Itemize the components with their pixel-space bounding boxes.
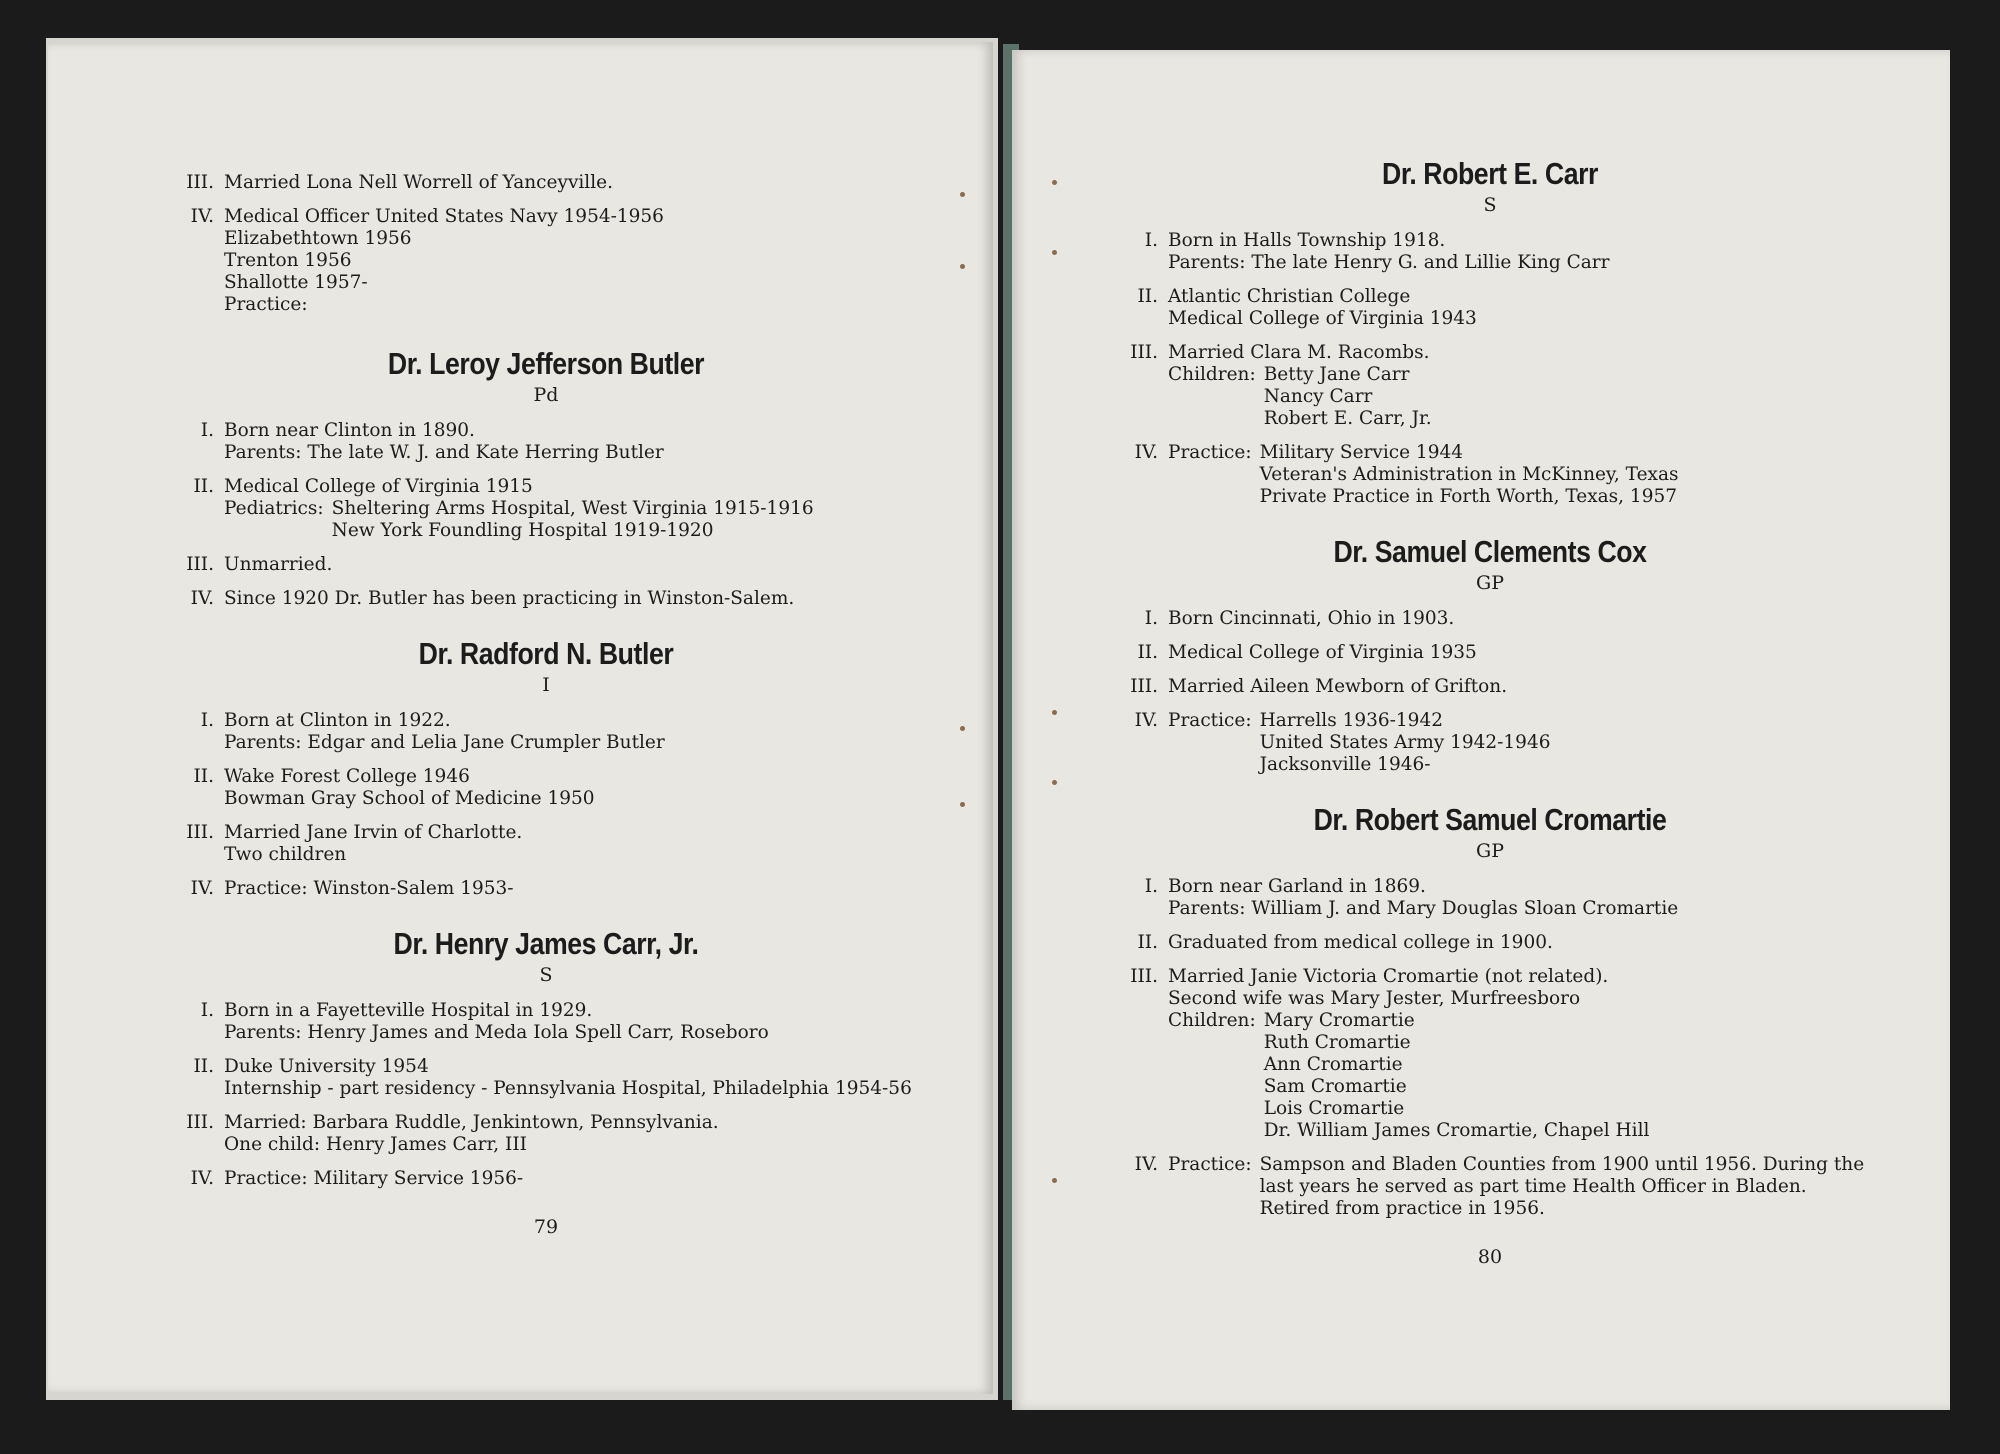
item-label: Children: — [1168, 364, 1256, 385]
binding-hole — [1052, 180, 1057, 185]
item-label: Practice: — [1168, 710, 1252, 731]
item-line: Duke University 1954 — [224, 1056, 429, 1077]
item-subline: Private Practice in Forth Worth, Texas, 1957 — [1259, 486, 1678, 507]
item-line: Born in a Fayetteville Hospital in 1929. — [224, 1000, 593, 1021]
item-numeral: IV. — [190, 1168, 214, 1189]
binding-hole — [1052, 780, 1057, 785]
item-numeral: I. — [200, 1000, 214, 1021]
item-text — [224, 588, 926, 610]
item-text — [224, 1056, 926, 1100]
item-line: Married Lona Nell Worrell of Yanceyville. — [224, 172, 613, 193]
item-numeral: I. — [1144, 876, 1158, 897]
entry-item — [1110, 286, 1870, 330]
item-subline: Robert E. Carr, Jr. — [1263, 408, 1432, 429]
doctor-entry — [1110, 534, 1870, 776]
doctor-entry — [166, 926, 926, 1190]
item-line: Parents: Henry James and Meda Iola Spell Carr, Roseboro — [224, 1022, 769, 1043]
item-wrapped-line: Internship - part residency - Pennsylvania Hospital, Philadelphia 1954-56 — [224, 1078, 912, 1099]
item-numeral: IV. — [190, 588, 214, 609]
doctor-name: Dr. Robert Samuel Cromartie — [1313, 802, 1667, 837]
left-column — [166, 172, 926, 1238]
item-subline: Sheltering Arms Hospital, West Virginia 1915-1916 — [331, 498, 814, 519]
item-text — [1168, 932, 1870, 954]
entry-item — [1110, 676, 1870, 698]
item-numeral: II. — [1137, 932, 1158, 953]
entry-item — [166, 1168, 926, 1190]
item-line: Shallotte 1957- — [224, 272, 368, 293]
item-line: Parents: Edgar and Lelia Jane Crumpler Butler — [224, 732, 665, 753]
item-numeral: III. — [1130, 342, 1158, 363]
item-line: Practice: Winston-Salem 1953- — [224, 878, 514, 899]
item-subline: Jacksonville 1946- — [1259, 754, 1431, 775]
labeled-block — [1168, 710, 1870, 776]
entry-item — [1110, 608, 1870, 630]
item-numeral: III. — [186, 172, 214, 193]
item-text — [224, 1000, 926, 1044]
item-line: Married Clara M. Racombs. — [1168, 342, 1430, 363]
binding-hole — [1052, 710, 1057, 715]
item-line: Graduated from medical college in 1900. — [1168, 932, 1553, 953]
item-line: Since 1920 Dr. Butler has been practicing in Winston-Salem. — [224, 588, 795, 609]
item-wrapped-line: Sampson and Bladen Counties from 1900 until 1956. During the last years he served as part time Health Officer in Bladen. — [1259, 1154, 1865, 1197]
item-line: Born near Clinton in 1890. — [224, 420, 475, 441]
item-numeral: II. — [193, 766, 214, 787]
item-label: Practice: — [1168, 1154, 1252, 1175]
binding-hole — [960, 264, 965, 269]
labeled-block — [224, 294, 926, 316]
item-text — [224, 878, 926, 900]
labeled-block — [1168, 1010, 1870, 1142]
labeled-block — [224, 498, 926, 542]
item-subline: Ruth Cromartie — [1263, 1032, 1411, 1053]
doctor-entry — [166, 636, 926, 900]
item-text — [1168, 230, 1870, 274]
item-line: Wake Forest College 1946 — [224, 766, 470, 787]
entry-item — [166, 206, 926, 316]
item-numeral: I. — [200, 710, 214, 731]
item-subline: Harrells 1936-1942 — [1259, 710, 1443, 731]
item-subline: Retired from practice in 1956. — [1259, 1198, 1545, 1219]
entry-item — [1110, 1154, 1870, 1220]
doctor-name: Dr. Radford N. Butler — [418, 636, 674, 671]
entry-item — [166, 1000, 926, 1044]
item-line: Parents: William J. and Mary Douglas Sloan Cromartie — [1168, 898, 1679, 919]
item-line: Married: Barbara Ruddle, Jenkintown, Pennsylvania. — [224, 1112, 719, 1133]
item-numeral: III. — [186, 1112, 214, 1133]
labeled-values — [1260, 1154, 1870, 1220]
item-text — [1168, 710, 1870, 776]
doctor-entry — [1110, 156, 1870, 508]
item-text — [224, 1168, 926, 1190]
item-text — [1168, 608, 1870, 630]
specialty: I — [542, 674, 550, 696]
labeled-block — [1168, 442, 1870, 508]
specialty: S — [539, 964, 553, 986]
entry-item — [166, 476, 926, 542]
labeled-values — [1264, 364, 1432, 430]
item-line: Medical College of Virginia 1935 — [1168, 642, 1477, 663]
item-text — [1168, 642, 1870, 664]
entry-item — [166, 588, 926, 610]
right-page — [1012, 50, 1950, 1410]
item-text — [224, 206, 926, 316]
doctor-entry — [1110, 802, 1870, 1220]
item-text — [1168, 1154, 1870, 1220]
item-line: Born in Halls Township 1918. — [1168, 230, 1446, 251]
item-numeral: II. — [1137, 642, 1158, 663]
binding-hole — [1052, 1178, 1057, 1183]
item-line: Second wife was Mary Jester, Murfreesboro — [1168, 988, 1581, 1009]
page-number: 80 — [1477, 1246, 1503, 1268]
doctor-name: Dr. Samuel Clements Cox — [1333, 534, 1647, 569]
item-numeral: II. — [193, 1056, 214, 1077]
entry-item — [166, 710, 926, 754]
item-line: Unmarried. — [224, 554, 333, 575]
labeled-values — [332, 498, 814, 542]
item-line: Parents: The late W. J. and Kate Herring Butler — [224, 442, 664, 463]
item-line: Medical Officer United States Navy 1954-1956 — [224, 206, 664, 227]
item-text — [224, 822, 926, 866]
entry-item — [1110, 876, 1870, 920]
item-numeral: IV. — [1134, 442, 1158, 463]
item-subline: Mary Cromartie — [1263, 1010, 1415, 1031]
item-numeral: II. — [1137, 286, 1158, 307]
item-text — [224, 1112, 926, 1156]
item-text — [1168, 442, 1870, 508]
item-numeral: IV. — [190, 206, 214, 227]
item-line: One child: Henry James Carr, III — [224, 1134, 527, 1155]
item-line: Practice: Military Service 1956- — [224, 1168, 524, 1189]
labeled-values — [1260, 442, 1679, 508]
item-numeral: I. — [200, 420, 214, 441]
item-subline: Nancy Carr — [1263, 386, 1373, 407]
entry-item — [1110, 342, 1870, 430]
entry-item — [166, 554, 926, 576]
specialty: Pd — [533, 384, 559, 406]
item-text — [224, 766, 926, 810]
item-line: Elizabethtown 1956 — [224, 228, 412, 249]
labeled-block — [1168, 1154, 1870, 1220]
item-label: Practice: — [224, 294, 308, 315]
entry-item — [1110, 966, 1870, 1142]
item-subline: Sam Cromartie — [1263, 1076, 1407, 1097]
entry-item — [1110, 642, 1870, 664]
entry-item — [166, 420, 926, 464]
item-line: Bowman Gray School of Medicine 1950 — [224, 788, 595, 809]
item-numeral: III. — [186, 554, 214, 575]
item-text — [224, 172, 926, 194]
item-numeral: III. — [1130, 966, 1158, 987]
item-subline: United States Army 1942-1946 — [1259, 732, 1551, 753]
entry-item — [166, 766, 926, 810]
item-numeral: III. — [186, 822, 214, 843]
item-numeral: I. — [1144, 608, 1158, 629]
specialty: GP — [1476, 572, 1504, 594]
item-numeral: III. — [1130, 676, 1158, 697]
binding-hole — [960, 802, 965, 807]
doctor-name: Dr. Leroy Jefferson Butler — [387, 346, 705, 381]
entry-item — [1110, 442, 1870, 508]
right-column — [1110, 156, 1870, 1268]
page-number: 79 — [533, 1216, 559, 1238]
item-subline: Military Service 1944 — [1259, 442, 1464, 463]
item-subline: New York Foundling Hospital 1919-1920 — [331, 520, 714, 541]
item-numeral: IV. — [1134, 1154, 1158, 1175]
item-text — [224, 710, 926, 754]
item-numeral: IV. — [190, 878, 214, 899]
entry-item — [1110, 932, 1870, 954]
entry-item — [1110, 710, 1870, 776]
doctor-entry — [166, 346, 926, 610]
labeled-block — [1168, 364, 1870, 430]
item-text — [1168, 342, 1870, 430]
item-line: Medical College of Virginia 1915 — [224, 476, 533, 497]
item-subline: Veteran's Administration in McKinney, Texas — [1259, 464, 1679, 485]
item-line: Parents: The late Henry G. and Lillie King Carr — [1168, 252, 1610, 273]
item-line: Married Jane Irvin of Charlotte. — [224, 822, 523, 843]
entry-item — [1110, 230, 1870, 274]
item-line: Two children — [224, 844, 347, 865]
item-text — [1168, 676, 1870, 698]
item-subline: Betty Jane Carr — [1263, 364, 1410, 385]
labeled-values — [1260, 710, 1551, 776]
item-numeral: II. — [193, 476, 214, 497]
left-page — [48, 42, 993, 1394]
item-line: Born at Clinton in 1922. — [224, 710, 451, 731]
entry-item — [166, 1112, 926, 1156]
labeled-values — [1264, 1010, 1650, 1142]
item-subline: Lois Cromartie — [1263, 1098, 1405, 1119]
item-line: Atlantic Christian College — [1168, 286, 1411, 307]
item-subline: Ann Cromartie — [1263, 1054, 1403, 1075]
item-text — [1168, 876, 1870, 920]
item-label: Pediatrics: — [224, 498, 324, 519]
item-line: Born Cincinnati, Ohio in 1903. — [1168, 608, 1455, 629]
entry-item — [166, 172, 926, 194]
item-text — [224, 420, 926, 464]
item-text — [224, 554, 926, 576]
binding-hole — [960, 192, 965, 197]
binding-hole — [1052, 250, 1057, 255]
doctor-name: Dr. Robert E. Carr — [1382, 156, 1598, 191]
item-label: Children: — [1168, 1010, 1256, 1031]
specialty: GP — [1476, 840, 1504, 862]
item-line: Trenton 1956 — [224, 250, 352, 271]
specialty: S — [1483, 194, 1497, 216]
entry-item — [166, 822, 926, 866]
item-text — [1168, 966, 1870, 1142]
binding-hole — [960, 726, 965, 731]
item-line: Married Aileen Mewborn of Grifton. — [1168, 676, 1508, 697]
item-text — [224, 476, 926, 542]
item-numeral: IV. — [1134, 710, 1158, 731]
entry-item — [166, 1056, 926, 1100]
item-line: Medical College of Virginia 1943 — [1168, 308, 1477, 329]
doctor-name: Dr. Henry James Carr, Jr. — [393, 926, 699, 961]
item-text — [1168, 286, 1870, 330]
item-label: Practice: — [1168, 442, 1252, 463]
item-subline: Dr. William James Cromartie, Chapel Hill — [1263, 1120, 1650, 1141]
item-numeral: I. — [1144, 230, 1158, 251]
item-line: Born near Garland in 1869. — [1168, 876, 1426, 897]
entry-item — [166, 878, 926, 900]
item-line: Married Janie Victoria Cromartie (not related). — [1168, 966, 1609, 987]
